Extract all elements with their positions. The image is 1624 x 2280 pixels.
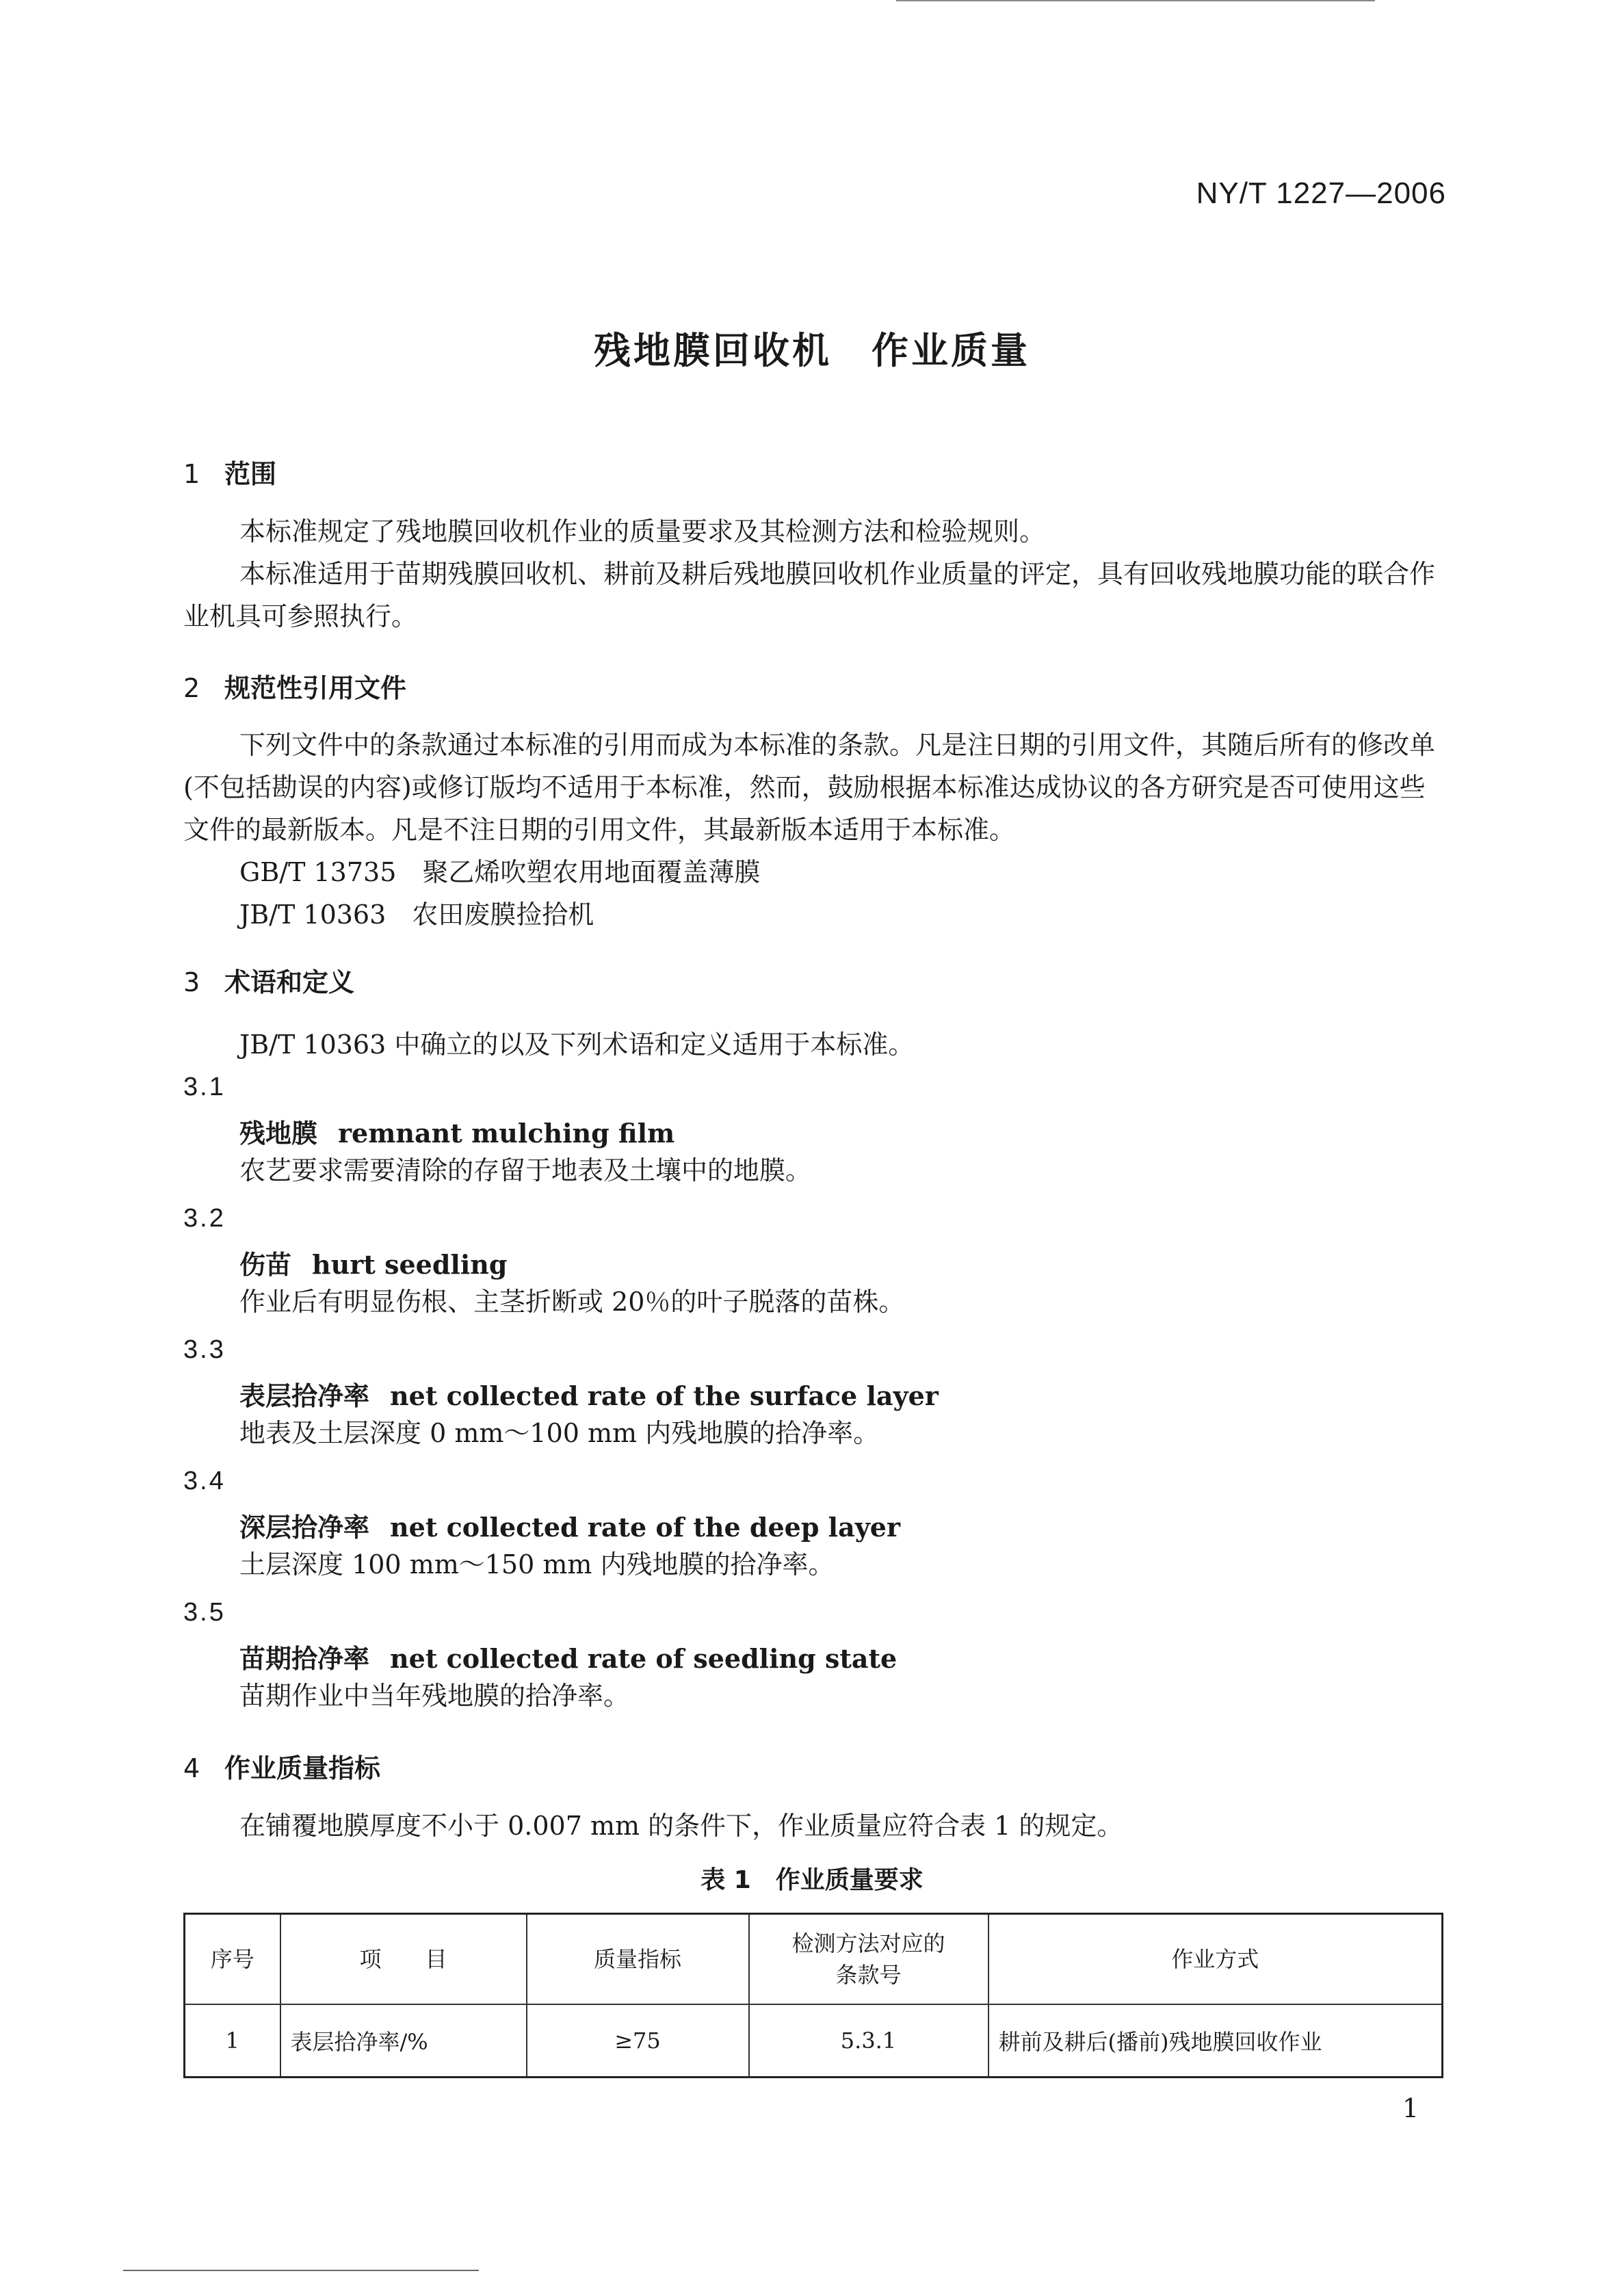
- paragraph: 在铺覆地膜厚度不小于 0.007 mm 的条件下，作业质量应符合表 1 的规定。: [239, 1811, 1123, 1841]
- section-number: 3: [183, 967, 200, 997]
- paragraph: 本标准规定了残地膜回收机作业的质量要求及其检测方法和检验规则。: [239, 516, 1046, 547]
- term-definition: 地表及土层深度 0 mm～100 mm 内残地膜的拾净率。: [239, 1418, 880, 1448]
- table-cell: 5.3.1: [749, 2004, 988, 2078]
- table-header-cell: 项 目: [280, 1914, 527, 2005]
- paragraph: 下列文件中的条款通过本标准的引用而成为本标准的条款。凡是注日期的引用文件，其随后所有的修改单(不包括勘误的内容)或修订版均不适用于本标准，然而，鼓励根据本标准达成协议的各方研究是否可使用这些文件的最新版本。凡是不注日期的引用文件，其最新版本适用于本标准。: [183, 730, 1436, 845]
- term-cn: 伤苗: [239, 1249, 292, 1280]
- term-definition: 农艺要求需要清除的存留于地表及土壤中的地膜。: [239, 1155, 812, 1185]
- section-number: 2: [183, 673, 200, 703]
- table-cell: ≥75: [527, 2004, 749, 2078]
- term-en: remnant mulching film: [338, 1118, 675, 1149]
- term-name: [239, 1112, 675, 1150]
- page-number: 1: [1402, 2093, 1419, 2123]
- term-name: [239, 1638, 897, 1675]
- section-title: 范围: [224, 459, 277, 489]
- table-header-cell: 序号: [185, 1914, 280, 2005]
- term-name: [239, 1506, 900, 1544]
- term-number: 3.1: [183, 1073, 226, 1101]
- table-cell: 耕前及耕后(播前)残地膜回收作业: [988, 2004, 1443, 2078]
- table-caption: 表 1 作业质量要求: [700, 1866, 924, 1894]
- term-en: hurt seedling: [312, 1249, 508, 1280]
- section-heading-1: [183, 453, 276, 490]
- section-title: 规范性引用文件: [224, 673, 407, 703]
- term-number: 3.2: [183, 1204, 226, 1233]
- quality-requirements-table: [183, 1913, 1443, 2078]
- term-cn: 残地膜: [239, 1118, 318, 1149]
- term-definition: 作业后有明显伤根、主茎折断或 20％的叶子脱落的苗株。: [239, 1287, 905, 1317]
- table-cell: 表层拾净率/%: [280, 2004, 527, 2078]
- term-number: 3.5: [183, 1598, 226, 1627]
- table-header-row: [185, 1914, 1443, 2005]
- reference-item: GB/T 13735 聚乙烯吹塑农用地面覆盖薄膜: [239, 857, 761, 887]
- term-definition: 苗期作业中当年残地膜的拾净率。: [239, 1681, 630, 1711]
- term-cn: 苗期拾净率: [239, 1643, 370, 1674]
- section-number: 4: [183, 1753, 200, 1783]
- section-heading-2: [183, 667, 406, 705]
- reference-item: JB/T 10363 农田废膜捡拾机: [239, 900, 594, 930]
- table-header-cell: 检测方法对应的条款号: [749, 1914, 988, 2005]
- term-cn: 表层拾净率: [239, 1380, 370, 1411]
- document-code: NY/T 1227—2006: [1196, 176, 1446, 210]
- paragraph: JB/T 10363 中确立的以及下列术语和定义适用于本标准。: [239, 1030, 915, 1060]
- paragraph: 本标准适用于苗期残膜回收机、耕前及耕后残地膜回收机作业质量的评定，具有回收残地膜功能的联合作业机具可参照执行。: [183, 559, 1436, 631]
- term-name: [239, 1375, 939, 1413]
- section-heading-3: [183, 961, 354, 999]
- table-row: [185, 2004, 1443, 2078]
- table-header-cell: 质量指标: [527, 1914, 749, 2005]
- table-header-cell: 作业方式: [988, 1914, 1443, 2005]
- term-definition: 土层深度 100 mm～150 mm 内残地膜的拾净率。: [239, 1549, 835, 1580]
- section-number: 1: [183, 459, 200, 489]
- term-name: [239, 1244, 507, 1281]
- term-en: net collected rate of the surface layer: [390, 1380, 939, 1411]
- section-title: 作业质量指标: [224, 1753, 381, 1783]
- document-title: 残地膜回收机 作业质量: [594, 329, 1030, 372]
- table-cell: 1: [185, 2004, 280, 2078]
- section-title: 术语和定义: [224, 967, 355, 997]
- scan-edge-line: [123, 2270, 479, 2271]
- term-en: net collected rate of seedling state: [390, 1643, 898, 1674]
- scan-edge-line: [896, 0, 1375, 1]
- term-number: 3.4: [183, 1467, 226, 1495]
- term-cn: 深层拾净率: [239, 1512, 370, 1543]
- section-heading-4: [183, 1747, 380, 1785]
- term-number: 3.3: [183, 1335, 226, 1364]
- term-en: net collected rate of the deep layer: [390, 1512, 900, 1543]
